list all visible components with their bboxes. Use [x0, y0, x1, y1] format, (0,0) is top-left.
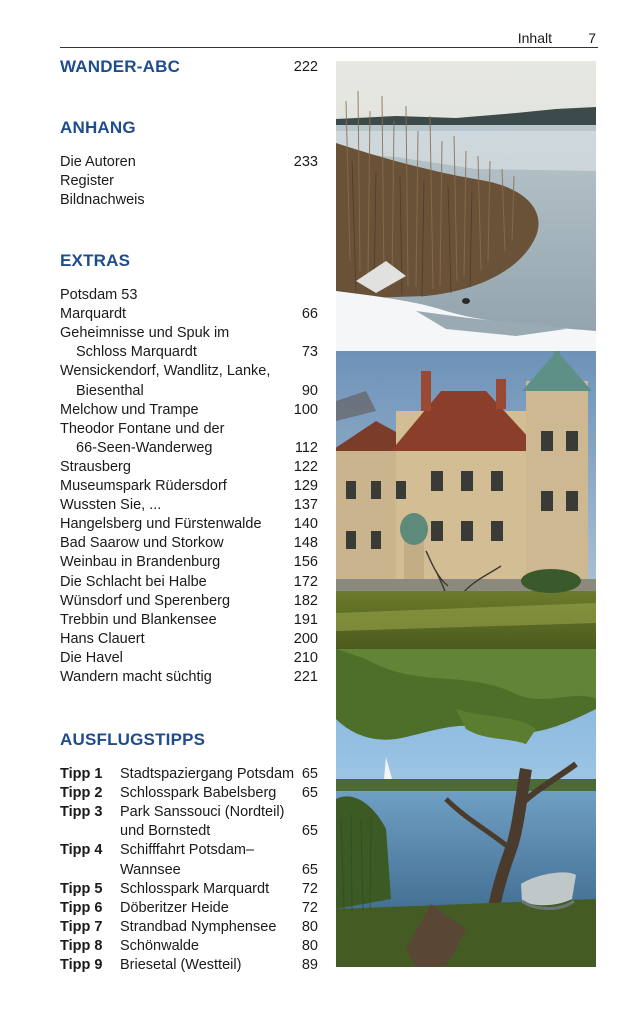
- toc-label: Potsdam 53: [60, 287, 138, 303]
- tipp-entry[interactable]: [60, 918, 322, 937]
- tipp-label: Strandbad Nymphensee: [120, 918, 277, 935]
- tipp-label: Stadtspaziergang Potsdam: [120, 766, 295, 782]
- toc-page: 66: [301, 306, 318, 323]
- toc-label: Die Autoren: [60, 154, 136, 170]
- tipp-page: 72: [301, 899, 318, 916]
- toc-label: Hans Clauert: [60, 630, 145, 647]
- tipp-entry[interactable]: [60, 861, 322, 880]
- running-head: [60, 30, 598, 48]
- toc-label: Museumspark Rüdersdorf: [60, 478, 227, 494]
- heading-wander-abc: WANDER-ABC: [60, 57, 181, 76]
- tipp-key: Tipp 1: [60, 766, 103, 782]
- toc-label: Wensickendorf, Wandlitz, Lanke,: [60, 363, 271, 380]
- toc-page: 100: [293, 401, 318, 418]
- toc-entry[interactable]: [60, 153, 322, 172]
- toc-entry[interactable]: [60, 324, 322, 343]
- heading-ausflugstipps: AUSFLUGSTIPPS: [60, 730, 206, 749]
- tipp-label: Schönwalde: [120, 937, 199, 954]
- tipp-page: 89: [301, 957, 318, 973]
- toc-entry-wander-abc[interactable]: [60, 58, 322, 77]
- tipp-key: Tipp 9: [60, 957, 103, 973]
- toc-entry[interactable]: [60, 420, 322, 439]
- toc-label: Bad Saarow und Storkow: [60, 535, 224, 552]
- tipp-entry[interactable]: [60, 880, 322, 899]
- tipp-key: Tipp 8: [60, 937, 103, 954]
- toc-label: Geheimnisse und Spuk im: [60, 325, 230, 342]
- toc-label: Strausberg: [60, 458, 131, 475]
- toc-page: 172: [293, 573, 318, 590]
- photo-manor-house: [336, 351, 596, 649]
- tipp-label: Briesetal (Westteil): [120, 957, 242, 973]
- toc-entry[interactable]: [60, 382, 322, 401]
- photo-frozen-lake: [336, 61, 596, 351]
- heading-anhang: ANHANG: [60, 118, 136, 137]
- toc-page: 191: [293, 611, 318, 628]
- photo-lake-boat: [336, 649, 596, 967]
- toc-entry[interactable]: [60, 515, 322, 534]
- toc-label: Die Havel: [60, 649, 123, 666]
- tipp-entry[interactable]: [60, 803, 322, 822]
- tipp-label: Schlosspark Babelsberg: [120, 785, 277, 802]
- toc-label: Die Schlacht bei Halbe: [60, 573, 207, 590]
- tipp-key: Tipp 7: [60, 918, 103, 935]
- toc-entry[interactable]: [60, 286, 322, 305]
- toc-page: 221: [293, 669, 318, 685]
- tipp-entry[interactable]: [60, 841, 322, 860]
- toc-entry[interactable]: [60, 649, 322, 668]
- toc-entry[interactable]: [60, 439, 322, 458]
- toc-label: Weinbau in Brandenburg: [60, 554, 221, 571]
- toc-page: 140: [293, 516, 318, 533]
- toc-page: 200: [293, 630, 318, 647]
- toc-entry[interactable]: [60, 401, 322, 420]
- tipp-page: 80: [301, 937, 318, 954]
- toc-entry[interactable]: [60, 172, 322, 191]
- tipp-key: Tipp 3: [60, 804, 103, 821]
- toc-entry[interactable]: [60, 458, 322, 477]
- toc-entry[interactable]: [60, 343, 322, 362]
- toc-page: 137: [293, 497, 318, 514]
- tipp-label: und Bornstedt: [120, 823, 211, 840]
- toc-label: Biesenthal: [76, 382, 144, 399]
- tipp-entry[interactable]: [60, 784, 322, 803]
- toc-page: 182: [293, 592, 318, 609]
- tipp-page: 80: [301, 918, 318, 935]
- toc-entry[interactable]: [60, 611, 322, 630]
- tipp-key: Tipp 5: [60, 880, 103, 897]
- tipp-entry[interactable]: [60, 822, 322, 841]
- toc-label: Wandern macht süchtig: [60, 669, 212, 685]
- toc-label: Theodor Fontane und der: [60, 420, 225, 437]
- toc-page: 129: [293, 478, 318, 494]
- toc-label: Trebbin und Blankensee: [60, 611, 217, 628]
- tipp-page: 72: [301, 880, 318, 897]
- toc-page: 210: [293, 649, 318, 666]
- tipp-page: 65: [301, 785, 318, 802]
- toc-entry[interactable]: [60, 496, 322, 515]
- toc-label: Hangelsberg und Fürstenwalde: [60, 516, 262, 533]
- toc-page: 148: [293, 535, 318, 552]
- tipp-label: Schifffahrt Potsdam–: [120, 842, 255, 859]
- toc-entry[interactable]: [60, 305, 322, 324]
- toc-entry[interactable]: [60, 573, 322, 592]
- toc-entry[interactable]: [60, 668, 322, 687]
- toc-entry[interactable]: [60, 534, 322, 553]
- toc-entry[interactable]: [60, 592, 322, 611]
- toc-page: 156: [293, 554, 318, 571]
- toc-label: Wussten Sie, ...: [60, 497, 162, 514]
- section-title: Inhalt: [517, 30, 552, 46]
- toc-label: Marquardt: [60, 306, 127, 323]
- heading-extras: EXTRAS: [60, 251, 131, 270]
- toc-label: Wünsdorf und Sperenberg: [60, 592, 231, 609]
- tipp-key: Tipp 2: [60, 785, 103, 802]
- toc-page: 112: [294, 439, 318, 456]
- toc-label: Melchow und Trampe: [60, 401, 199, 418]
- tipp-page: 65: [301, 861, 318, 878]
- toc-label: Bildnachweis: [60, 192, 145, 208]
- tipp-entry[interactable]: [60, 765, 322, 784]
- toc-page: 222: [293, 59, 318, 75]
- toc-entry[interactable]: [60, 477, 322, 496]
- toc-entry[interactable]: [60, 630, 322, 649]
- toc-label: Schloss Marquardt: [76, 344, 197, 361]
- tipp-key: Tipp 6: [60, 899, 103, 916]
- toc-label: 66-Seen-Wanderweg: [76, 439, 213, 456]
- toc-entry[interactable]: [60, 553, 322, 572]
- toc-label: Register: [60, 173, 114, 189]
- toc-page: 90: [301, 382, 318, 399]
- tipp-page: 65: [301, 766, 318, 782]
- toc-page: 73: [301, 344, 318, 361]
- tipp-label: Park Sanssouci (Nordteil): [120, 804, 285, 821]
- tipp-entry[interactable]: [60, 899, 322, 918]
- tipp-entry[interactable]: [60, 937, 322, 956]
- tipp-label: Döberitzer Heide: [120, 899, 229, 916]
- toc-page: 233: [293, 154, 318, 170]
- tipp-label: Schlosspark Marquardt: [120, 880, 270, 897]
- tipp-key: Tipp 4: [60, 842, 103, 859]
- page-number: 7: [588, 30, 596, 46]
- toc-entry[interactable]: [60, 191, 322, 210]
- tipp-entry[interactable]: [60, 956, 322, 975]
- tipp-page: 65: [301, 823, 318, 840]
- tipp-label: Wannsee: [120, 861, 181, 878]
- toc-entry[interactable]: [60, 362, 322, 381]
- toc-page: 122: [293, 458, 318, 475]
